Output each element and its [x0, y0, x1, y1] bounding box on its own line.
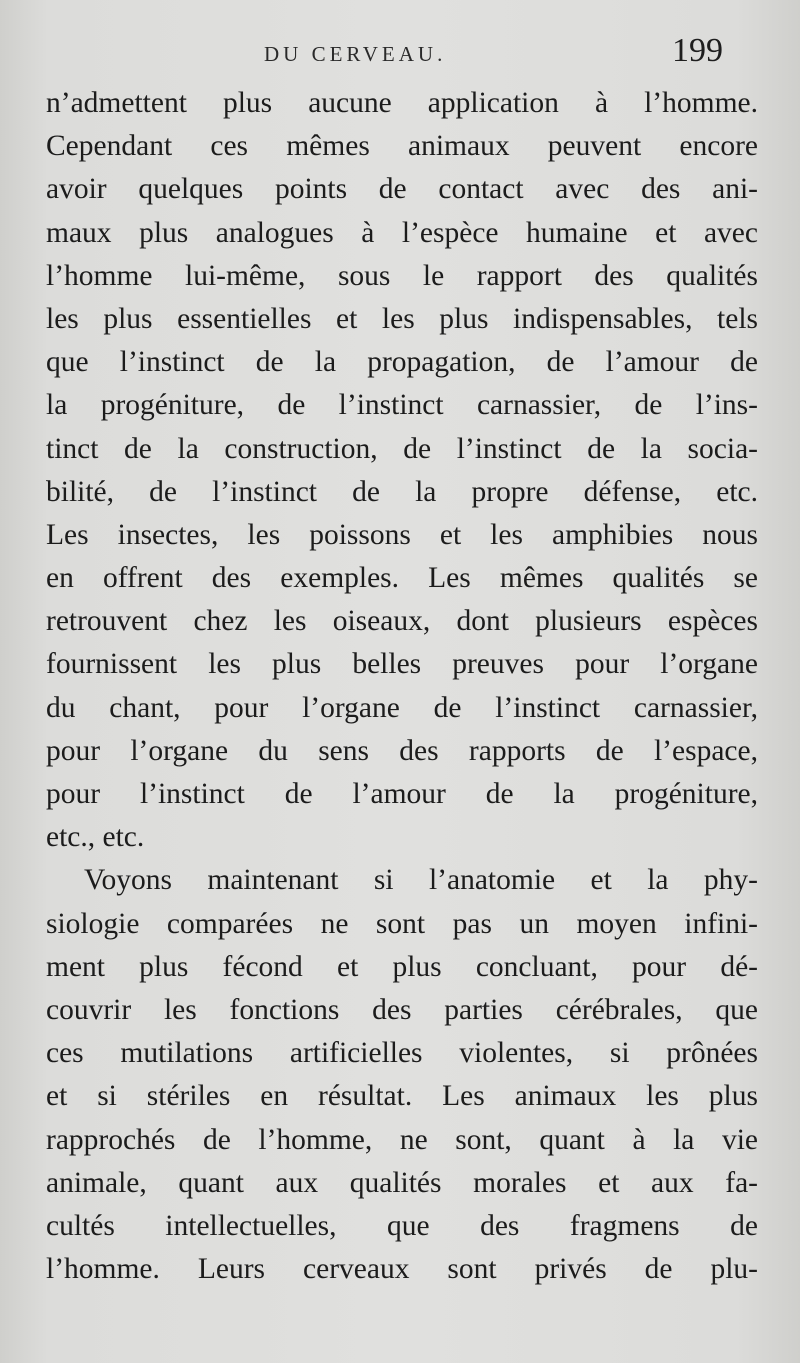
text-line: cultés intellectuelles, que des fragmens de	[46, 1209, 758, 1242]
text-line: siologie comparées ne sont pas un moyen infini-	[46, 907, 758, 940]
paragraph-start-line: Voyons maintenant si l’anatomie et la phy-	[84, 864, 758, 897]
text-line: pour l’instinct de l’amour de la progéniture,	[46, 778, 758, 810]
text-line: n’admettent plus aucune application à l’homme.	[46, 87, 758, 119]
text-line: les plus essentielles et les plus indispensables, tels	[46, 302, 758, 335]
text-line: du chant, pour l’organe de l’instinct carnassier,	[46, 691, 758, 724]
page-number: 199	[672, 32, 723, 69]
body-text	[46, 82, 758, 1291]
text-line: bilité, de l’instinct de la propre défense, etc.	[46, 475, 758, 508]
text-line: que l’instinct de la propagation, de l’amour de	[46, 346, 758, 379]
text-line: Les insectes, les poissons et les amphibies nous	[46, 518, 758, 551]
text-line: l’homme lui-même, sous le rapport des qualités	[46, 259, 758, 292]
text-line: couvrir les fonctions des parties cérébrales, que	[46, 993, 758, 1026]
text-line: et si stériles en résultat. Les animaux les plus	[46, 1080, 758, 1113]
text-line: l’homme. Leurs cerveaux sont privés de plu-	[46, 1253, 758, 1286]
text-line: avoir quelques points de contact avec des ani-	[46, 173, 758, 206]
paragraph-end-line: etc., etc.	[46, 821, 145, 854]
text-line: maux plus analogues à l’espèce humaine et avec	[46, 216, 758, 249]
text-line: en offrent des exemples. Les mêmes qualités se	[46, 562, 758, 595]
text-line: animale, quant aux qualités morales et aux fa-	[46, 1166, 758, 1199]
text-line: la progéniture, de l’instinct carnassier, de l’ins-	[46, 389, 758, 422]
text-line: fournissent les plus belles preuves pour l’organe	[46, 648, 758, 681]
running-head: DU CERVEAU.	[264, 42, 447, 66]
text-line: Cependant ces mêmes animaux peuvent encore	[46, 130, 758, 163]
text-line: ment plus fécond et plus concluant, pour dé-	[46, 950, 758, 983]
text-line: tinct de la construction, de l’instinct de la socia-	[46, 432, 758, 465]
text-line: pour l’organe du sens des rapports de l’espace,	[46, 734, 758, 767]
text-line: rapprochés de l’homme, ne sont, quant à la vie	[46, 1123, 758, 1156]
text-line: ces mutilations artificielles violentes, si prônées	[46, 1037, 758, 1070]
text-line: retrouvent chez les oiseaux, dont plusieurs espèces	[46, 605, 758, 638]
